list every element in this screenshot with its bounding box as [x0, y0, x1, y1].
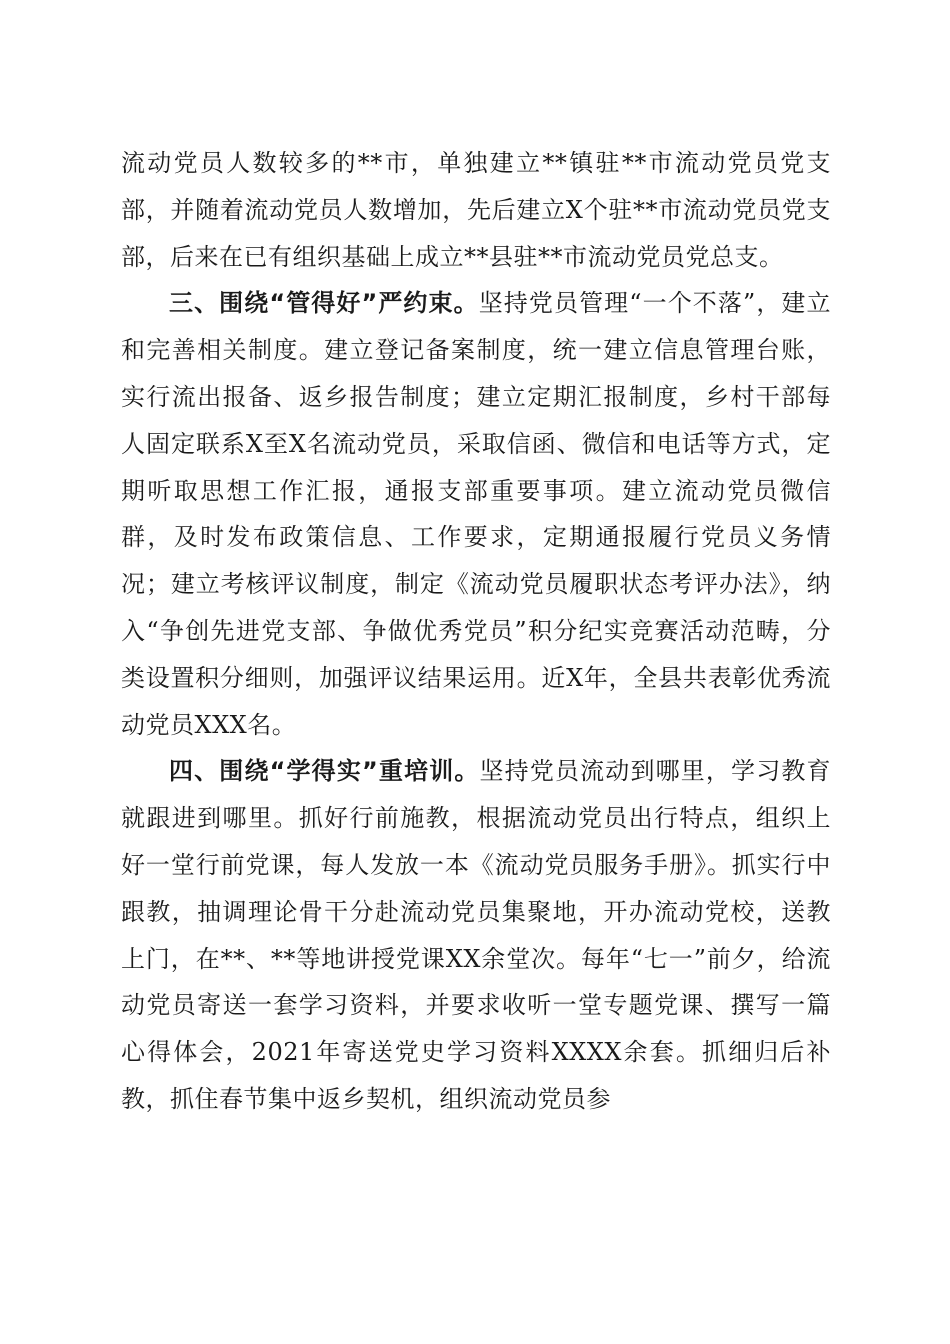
paragraph-continuation — [121, 140, 831, 280]
paragraph-section-four — [121, 748, 831, 1122]
section-heading: 四、围绕“学得实”重培训。 — [169, 757, 480, 786]
paragraph-body: 坚持党员流动到哪里，学习教育就跟进到哪里。抓好行前施教，根据流动党员出行特点，组织上好一堂行前党课，每人发放一本《流动党员服务手册》。抓实行中跟教，抽调理论骨干分赴流动党员集聚地，开办流动党校，送教上门，在**、**等地讲授党课XX余堂次。每年“七一”前夕，给流动党员寄送一套学习资料，并要求收听一堂专题党课、撰写一篇心得体会，2021年寄送党史学习资料XXXX余套。抓细归后补教，抓住春节集中返乡契机，组织流动党员参 — [121, 757, 832, 1113]
paragraph-body: 坚持党员管理“一个不落”，建立和完善相关制度。建立登记备案制度，统一建立信息管理台账，实行流出报备、返乡报告制度；建立定期汇报制度，乡村干部每人固定联系X至X名流动党员，采取信函、微信和电话等方式，定期听取思想工作汇报，通报支部重要事项。建立流动党员微信群，及时发布政策信息、工作要求，定期通报履行党员义务情况；建立考核评议制度，制定《流动党员履职状态考评办法》，纳入“争创先进党支部、争做优秀党员”积分纪实竞赛活动范畴，分类设置积分细则，加强评议结果运用。近X年，全县共表彰优秀流动党员XXX名。 — [121, 289, 832, 739]
document-body — [121, 140, 831, 1123]
paragraph-section-three — [121, 280, 831, 748]
section-heading: 三、围绕“管得好”严约束。 — [169, 289, 479, 318]
paragraph-body: 流动党员人数较多的**市，单独建立**镇驻**市流动党员党支部，并随着流动党员人数增加，先后建立X个驻**市流动党员党支部，后来在已有组织基础上成立**县驻**市流动党员党总支。 — [121, 149, 831, 271]
